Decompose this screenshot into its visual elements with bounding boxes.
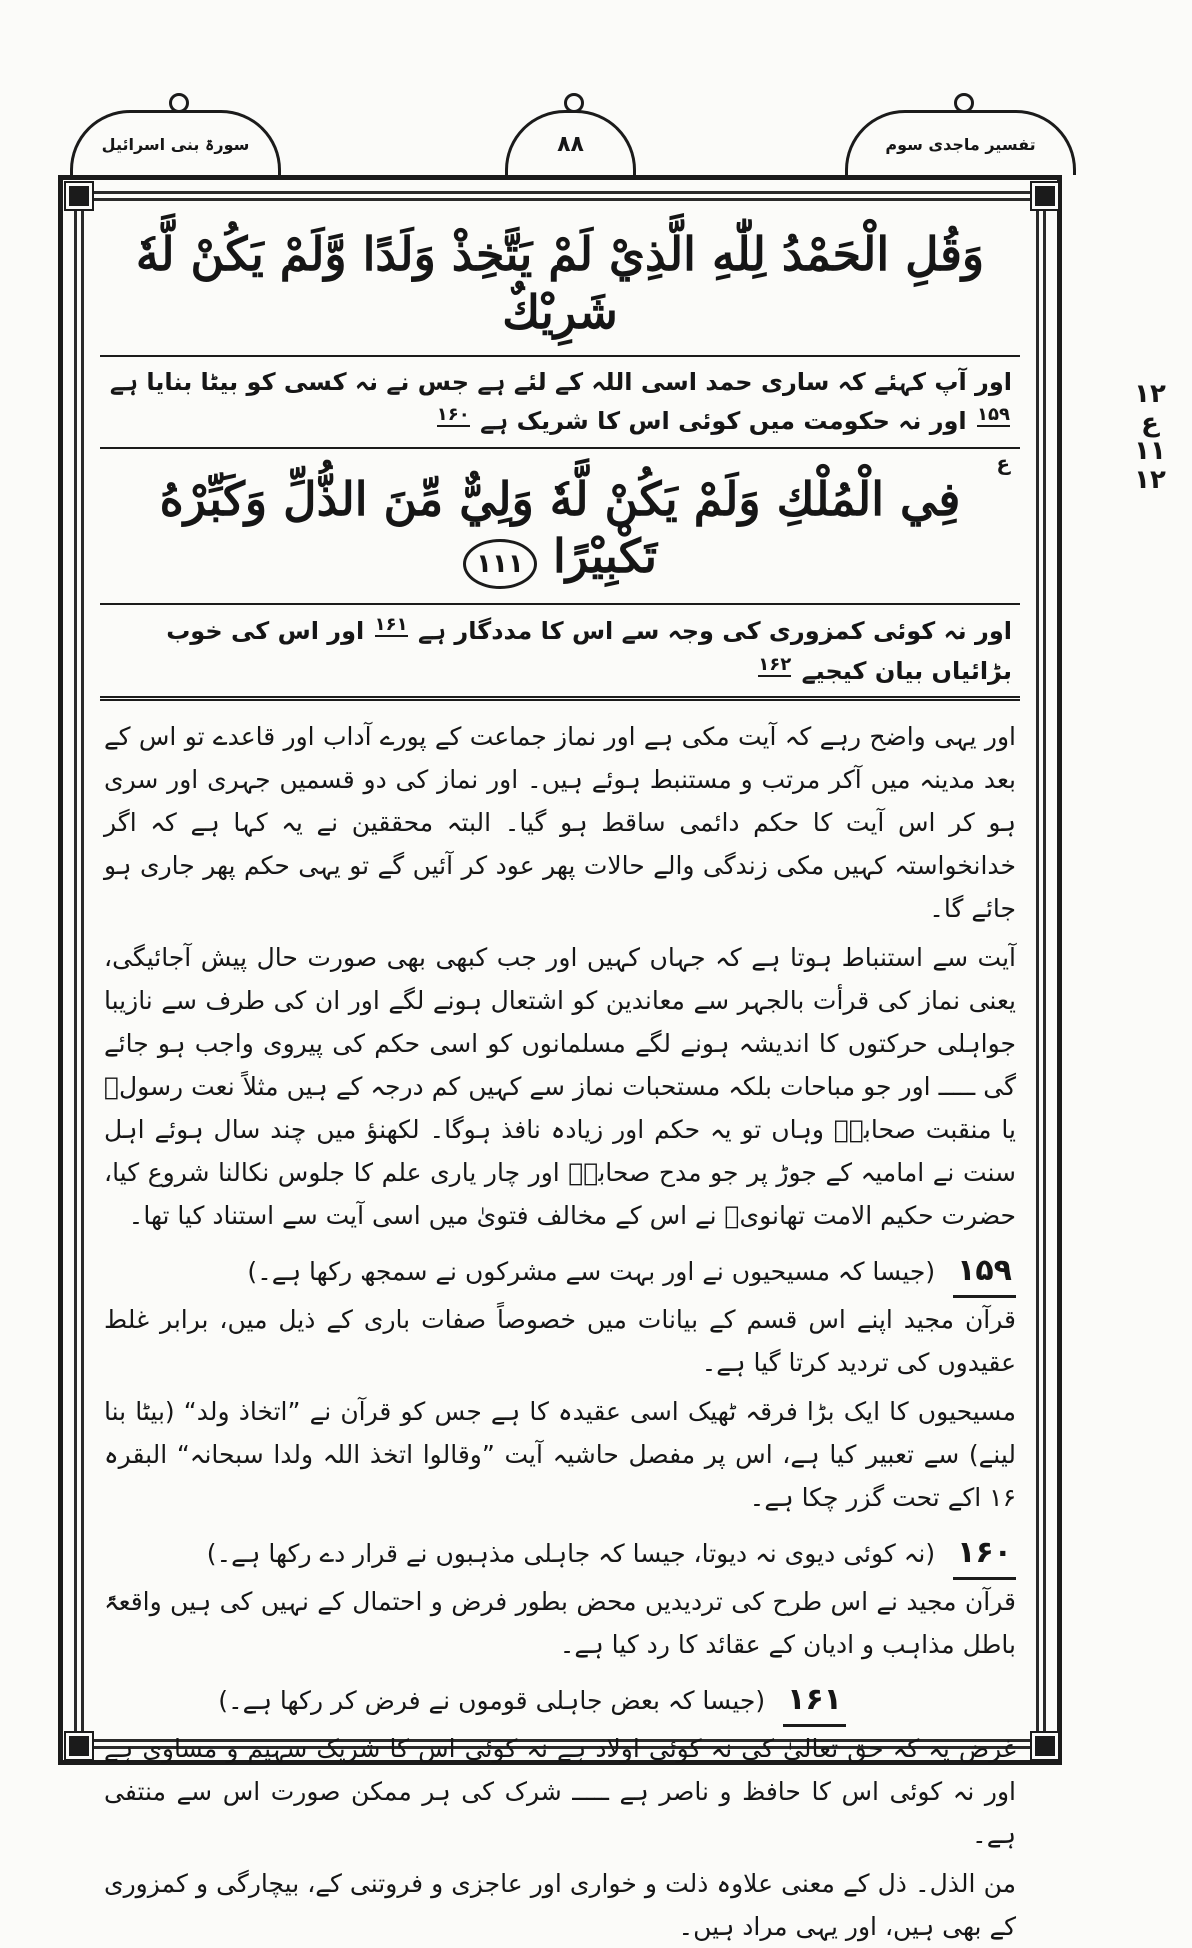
verse-text: فِي الْمُلْكِ وَلَمْ يَكُنْ لَّهٗ وَلِيٌّ مِّنَ الذُّلِّ وَكَبِّرْهُ تَكْبِيْرًا (159, 471, 961, 584)
footnote-ref: ۱۶۰ (436, 404, 470, 426)
margin-mark-line: ۱۲ (1134, 464, 1166, 495)
commentary (100, 701, 1020, 1948)
footnote-ref: ۱۶۲ (758, 653, 792, 675)
footnote-ref: ۱۶۱ (374, 614, 408, 636)
page-content (100, 218, 1020, 1942)
translation-text: اور آپ کہئے کہ ساری حمد اسی اللہ کے لئے ہے جس نے نہ کسی کو بیٹا بنایا ہے (109, 368, 1012, 396)
translation-line-1 (100, 357, 1020, 449)
footnote-159 (104, 1247, 1016, 1519)
footnote-heading (104, 1247, 1016, 1298)
translation-text: اور نہ حکومت میں کوئی اس کا شریک ہے (480, 407, 967, 436)
margin-mark-line: ع (1141, 407, 1159, 438)
header-surah-name: سورۃ بنی اسرائیل (70, 110, 281, 175)
footnote-paragraph: غرض یہ کہ حق تعالیٰ کی نہ کوئی اولاد ہے نہ کوئی اس کا شریک سہیم و مساوی ہے اور نہ کوئی اس کا حافظ و ناصر ہے ـــــ شرک کی ہر ممکن صورت اس سے منتفی ہے۔ (104, 1734, 1016, 1850)
footnote-number: ۱۵۹ (953, 1247, 1016, 1298)
translation-text: اور نہ کوئی کمزوری کی وجہ سے اس کا مددگار ہے (417, 617, 1012, 646)
footnote-paragraph: قرآن مجید اپنے اس قسم کے بیانات میں خصوصاً صفات باری کے ذیل میں، برابر غلط عقیدوں کی تردید کرتا گیا ہے۔ (104, 1305, 1016, 1378)
margin-mark-line: ۱۲ (1134, 379, 1166, 409)
margin-ruku-mark (1120, 380, 1180, 494)
translation-text: اور اس کی خوب بڑائیاں بیان کیجیے (166, 617, 1012, 685)
page-number: ۸۸ (505, 110, 636, 175)
frame-corner-ornament (66, 183, 92, 209)
footnote-ref: ۱۵۹ (977, 404, 1010, 426)
footnote-160 (104, 1529, 1016, 1666)
footnote-161 (104, 1676, 1016, 1948)
verse-arabic-line-1 (100, 218, 1020, 357)
footnote-paragraph: مسیحیوں کا ایک بڑا فرقہ ٹھیک اسی عقیدہ کا ہے جس کو قرآن نے ”اتخاذ ولد“ (بیٹا بنا لینے) سے تعبیر کیا ہے، اس پر مفصل حاشیہ آیت ”وقالوا اتخذ اللہ ولدا سبحانہ“ البقرہ ۱۶ اکے تحت گزر چکا ہے۔ (104, 1397, 1016, 1513)
footnote-heading (104, 1529, 1016, 1580)
footnote-paragraph: من الذل۔ ذل کے معنی علاوہ ذلت و خواری اور عاجزی و فروتنی کے، بیچارگی و کمزوری کے بھی ہیں، اور یہی مراد ہیں۔ (104, 1869, 1016, 1942)
ayah-number-marker: ۱۱۱ (463, 539, 537, 589)
footnote-number: ۱۶۱ (783, 1676, 846, 1727)
header-book-title: تفسیر ماجدی سوم (845, 110, 1076, 175)
commentary-paragraph: اور یہی واضح رہے کہ آیت مکی ہے اور نماز جماعت کے پورے آداب اور قاعدے تو اس کے بعد مدینہ میں آکر مرتب و مستنبط ہوئے ہیں۔ اور نماز کی دو قسمیں جہری اور سری ہو کر اس آیت کا حکم دائمی ساقط ہو گیا۔ البتہ محققین نے یہ کہا ہے کہ اگر خدانخواستہ کہیں مکی زندگی والے حالات پھر عود کر آئیں گے تو یہی حکم پھر جاری ہو جائے گا۔ (104, 722, 1016, 924)
margin-mark-line: ۱۱ (1134, 436, 1166, 467)
ruku-sign: ع (996, 450, 1010, 475)
frame-corner-ornament (1032, 1733, 1058, 1759)
footnote-heading-text: (جیسا کہ بعض جاہلی قوموں نے فرض کر رکھا ہے۔) (218, 1686, 766, 1716)
commentary-paragraph: آیت سے استنباط ہوتا ہے کہ جہاں کہیں اور جب کبھی بھی صورت حال پیش آجائیگی، یعنی نماز کی قرأت بالجہر سے معاندین کو اشتعال ہونے لگے اور ان کی طرف سے نازیبا جواہلی حرکتوں کا اندیشہ ہونے لگے مسلمانوں کو اسی حکم کی پیروی واجب ہو جائے گی ـــــ اور جو مباحات بلکہ مستحبات نماز سے کہیں کم درجہ کے ہیں مثلاً نعت رسولؐ یا منقبت صحابہؓ وہاں تو یہ حکم اور زیادہ نافذ ہوگا۔ لکھنؤ میں چند سال ہوئے اہل سنت نے امامیہ کے جوڑ پر جو مدح صحابہؓ اور چار یاری علم کا جلوس نکالنا شروع کیا، حضرت حکیم الامت تھانویؒ نے اس کے مخالف فتویٰ میں اسی آیت سے استناد کیا تھا۔ (104, 943, 1016, 1231)
footnote-heading (104, 1676, 1016, 1727)
footnote-paragraph: قرآن مجید نے اس طرح کی تردیدیں محض بطور فرض و احتمال کے نہیں کی ہیں واقعۃً باطل مذاہب و ادیان کے عقائد کا رد کیا ہے۔ (104, 1587, 1016, 1660)
footnote-heading-text: (جیسا کہ مسیحیوں نے اور بہت سے مشرکوں نے سمجھ رکھا ہے۔) (247, 1257, 936, 1287)
frame-corner-ornament (66, 1733, 92, 1759)
footnote-number: ۱۶۰ (953, 1529, 1016, 1580)
frame-corner-ornament (1032, 183, 1058, 209)
footnote-heading-text: (نہ کوئی دیوی نہ دیوتا، جیسا کہ جاہلی مذہبوں نے قرار دے رکھا ہے۔) (206, 1539, 936, 1569)
verse-text: وَقُلِ الْحَمْدُ لِلّٰهِ الَّذِيْ لَمْ يَتَّخِذْ وَلَدًا وَّلَمْ يَكُنْ لَّهٗ شَرِيْكٌ (135, 227, 985, 339)
verse-arabic-line-2 (100, 449, 1020, 606)
translation-line-2 (100, 605, 1020, 701)
